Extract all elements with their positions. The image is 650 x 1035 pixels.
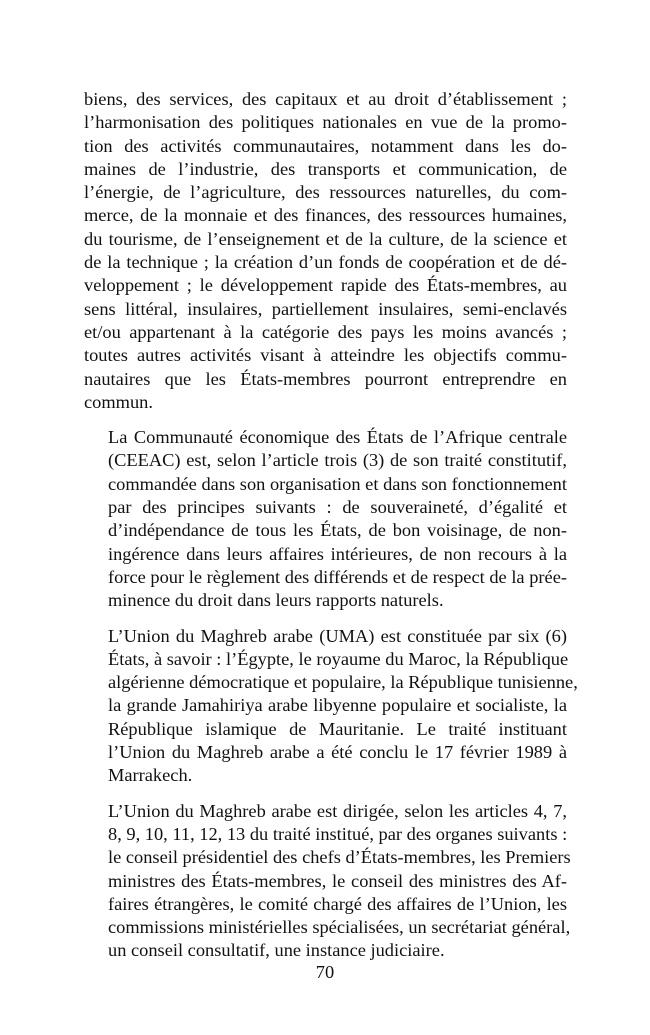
text-line: par des principes suivants : de souveraineté, d’égalité et [108, 497, 567, 518]
paragraph-4 [84, 800, 571, 963]
text-line: ministres des États-membres, le conseil des ministres des Af- [108, 870, 567, 891]
text-line: l’harmonisation des politiques nationales en vue de la promo- [84, 112, 567, 133]
text-line: États, à savoir : l’Égypte, le royaume du Maroc, la République [108, 648, 569, 669]
paragraph-2 [84, 426, 567, 612]
text-line: commun. [84, 391, 153, 412]
text-line: tion des activités communautaires, notamment dans les do- [84, 135, 567, 156]
text-line: algérienne démocratique et populaire, la République tunisienne, [108, 672, 578, 693]
paragraph-1 [84, 88, 567, 414]
text-line: d’indépendance de tous les États, de bon voisinage, de non- [108, 520, 567, 541]
text-line: merce, de la monnaie et des finances, des ressources humaines, [84, 205, 567, 226]
text-line: Marrakech. [108, 765, 193, 786]
page-body [84, 88, 578, 975]
text-line: maines de l’industrie, des transports et communication, de [84, 158, 567, 179]
text-line: ingérence dans leurs affaires intérieures, de non recours à la [108, 543, 567, 564]
text-line: un conseil consultatif, une instance judiciaire. [108, 940, 445, 961]
text-line: et/ou appartenant à la catégorie des pays les moins avancés ; [84, 321, 567, 342]
text-line: le conseil présidentiel des chefs d’États-membres, les Premiers [108, 847, 571, 868]
paragraph-3 [84, 625, 578, 788]
text-line: minence du droit dans leurs rapports naturels. [108, 590, 444, 611]
text-line: force pour le règlement des différends et de respect de la prée- [108, 566, 567, 587]
text-line: La Communauté économique des États de l’Afrique centrale [108, 427, 567, 448]
text-line: commissions ministérielles spécialisées, un secrétariat général, [108, 917, 571, 938]
text-line: du tourisme, de l’enseignement et de la culture, de la science et [84, 228, 567, 249]
text-line: la grande Jamahiriya arabe libyenne populaire et socialiste, la [108, 695, 567, 716]
text-line: de la technique ; la création d’un fonds de coopération et de dé- [84, 252, 567, 273]
text-line: biens, des services, des capitaux et au droit d’établissement ; [84, 89, 567, 109]
page-number: 70 [315, 962, 335, 982]
text-line: l’Union du Maghreb arabe a été conclu le 17 février 1989 à [108, 742, 567, 763]
text-line: L’Union du Maghreb arabe est dirigée, selon les articles 4, 7, [108, 800, 567, 821]
text-line: toutes autres activités visant à atteindre les objectifs commu- [84, 345, 567, 366]
text-line: L’Union du Maghreb arabe (UMA) est constituée par six (6) [108, 625, 567, 646]
text-line: (CEEAC) est, selon l’article trois (3) de son traité constitutif, [108, 450, 567, 471]
text-line: commandée dans son organisation et dans son fonctionnement [108, 473, 567, 494]
text-line: République islamique de Mauritanie. Le traité instituant [108, 718, 567, 739]
text-line: 8, 9, 10, 11, 12, 13 du traité institué, par des organes suivants : [108, 823, 568, 844]
text-line: veloppement ; le développement rapide des États-membres, au [84, 275, 567, 296]
text-line: nautaires que les États-membres pourront entreprendre en [84, 368, 567, 389]
text-line: faires étrangères, le comité chargé des affaires de l’Union, les [108, 893, 567, 914]
text-line: l’énergie, de l’agriculture, des ressources naturelles, du com- [84, 182, 567, 203]
text-line: sens littéral, insulaires, partiellement insulaires, semi-enclavés [84, 298, 567, 319]
